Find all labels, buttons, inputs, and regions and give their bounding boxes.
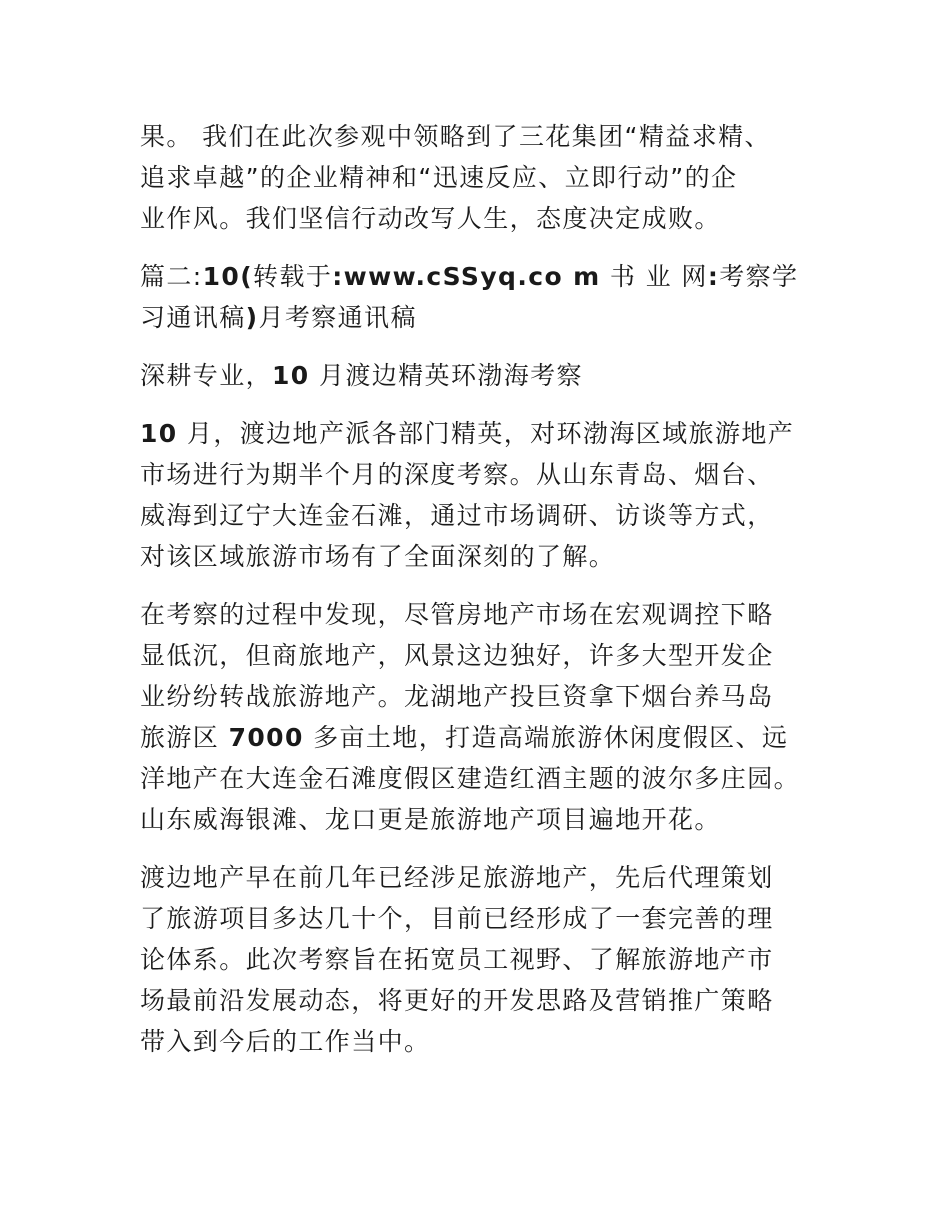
text-line: 业纷纷转战旅游地产。龙湖地产投巨资拿下烟台养马岛: [140, 682, 774, 711]
text-line: 场最前沿发展动态，将更好的开发思路及营销推广策略: [140, 986, 774, 1015]
text-line: 显低沉，但商旅地产，风景这边独好，许多大型开发企: [140, 641, 774, 670]
text-line: 习通讯稿)月考察通讯稿: [140, 303, 417, 332]
text-line: 果。 我们在此次参观中领略到了三花集团“精益求精、: [140, 122, 771, 151]
text-line: 在考察的过程中发现，尽管房地产市场在宏观调控下略: [140, 600, 774, 629]
paragraph-purpose: [140, 857, 812, 1062]
text-line: 对该区域旅游市场有了全面深刻的了解。: [140, 542, 616, 571]
text-line: 篇二:10(转载于:www.cSSyq.co m 书 业 网:考察学: [140, 262, 799, 291]
text-line: 深耕专业，10 月渡边精英环渤海考察: [140, 361, 583, 390]
article-title: [140, 355, 812, 396]
section-heading: [140, 256, 812, 338]
paragraph-findings: [140, 594, 812, 840]
text-line: 威海到辽宁大连金石滩，通过市场调研、访谈等方式，: [140, 501, 774, 530]
paragraph-sanhua-visit: [140, 116, 812, 239]
text-line: 山东威海银滩、龙口更是旅游地产项目遍地开花。: [140, 805, 721, 834]
text-line: 渡边地产早在前几年已经涉足旅游地产，先后代理策划: [140, 863, 774, 892]
text-line: 业作风。我们坚信行动改写人生，态度决定成败。: [140, 204, 721, 233]
text-line: 洋地产在大连金石滩度假区建造红酒主题的波尔多庄园。: [140, 764, 801, 793]
document-body: [140, 116, 812, 1079]
text-line: 10 月，渡边地产派各部门精英，对环渤海区域旅游地产: [140, 419, 795, 448]
text-line: 追求卓越”的企业精神和“迅速反应、立即行动”的企: [140, 163, 738, 192]
text-line: 旅游区 7000 多亩土地，打造高端旅游休闲度假区、远: [140, 723, 789, 752]
text-line: 了旅游项目多达几十个，目前已经形成了一套完善的理: [140, 904, 774, 933]
text-line: 市场进行为期半个月的深度考察。从山东青岛、烟台、: [140, 460, 774, 489]
paragraph-overview: [140, 413, 812, 577]
text-line: 带入到今后的工作当中。: [140, 1027, 431, 1056]
text-line: 论体系。此次考察旨在拓宽员工视野、了解旅游地产市: [140, 945, 774, 974]
